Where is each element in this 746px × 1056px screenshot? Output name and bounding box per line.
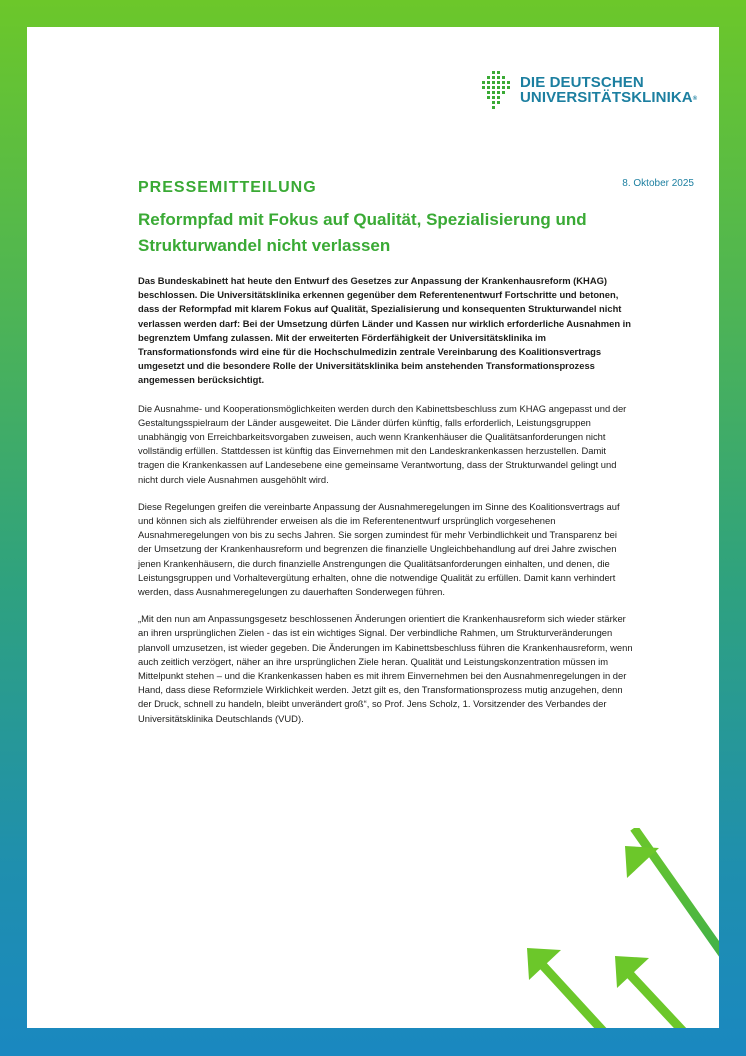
logo-mark-icon — [482, 71, 512, 109]
arrow-right-icon — [625, 828, 719, 963]
arrow-left-icon — [527, 948, 614, 1028]
body-paragraph-1: Die Ausnahme- und Kooperationsmöglichkeiten werden durch den Kabinettsbeschluss zum KHAG angepasst und der Gestaltungsspielraum der Länder ausgeweitet. Die Länder dürfen künftig, falls erforderlich, Leistungsgruppen unabhängig von Erreichbarkeitsvorgaben zuweisen, auch wenn Krankenhäuser die Qualitätsanforderungen nicht vollständig erfüllen. Stattdessen ist künftig das Einvernehmen mit den Landeskrankenkassen herzustellen. Damit tragen die Krankenkassen auf Landesebene eine gemeinsame Verantwortung, dass der Strukturwandel gelingt und nicht durch viele Ausnahmen ausgehöhlt wird. — [138, 402, 627, 485]
lead-paragraph: Das Bundeskabinett hat heute den Entwurf des Gesetzes zur Anpassung der Krankenhausreform (KHAG) beschlossen. Die Universitätsklinika erkennen gegenüber dem Referentenentwurf Fortschritte und betonen, dass der Reformpfad mit klarem Fokus auf Qualität, Spezialisierung und konsequenten Strukturwandel nicht verlassen werden darf: Bei der Umsetzung dürfen Länder und Kassen nur wirklich erforderliche Ausnahmen in begrenztem Umfang zulassen. Mit der erweiterten Förderfähigkeit der Universitätsklinika im Transformationsfonds wird eine für die Hochschulmedizin zentrale Vereinbarung des Koalitionsvertrags umgesetzt und die besondere Rolle der Universitätsklinika beim anstehenden Transformationsprozess angemessen berücksichtigt. — [138, 275, 631, 386]
release-date: 8. Oktober 2025 — [622, 178, 694, 189]
body-paragraph-2: Diese Regelungen greifen die vereinbarte Anpassung der Ausnahmeregelungen im Sinne des Koalitionsvertrags auf und können sich als zielführender erweisen als die im Referentenentwurf ursprünglich vorgesehenen Ausnahmeregelungen von bis zu sechs Jahren. Sie sorgen zumindest für mehr Verbindlichkeit und Transparenz bei der Umsetzung der Krankenhausreform und begrenzen die finanzielle Ungleichbehandlung auf drei Jahre zwischen jenen Krankenhäusern, die durch finanzielle Anstrengungen die Qualitätsanforderungen einhalten, und denen, die Leistungsgruppen und Vorhaltevergütung erhalten, ohne die notwendige Qualität zu erfüllen. Damit kann verhindert werden, dass Ausnahmeregelungen zu dauerhaften Sonderwegen führen. — [138, 500, 620, 598]
decorative-arrows-graphic — [519, 828, 719, 1028]
brand-logo — [482, 71, 697, 109]
article-body — [138, 274, 633, 739]
quote-paragraph: „Mit den nun am Anpassungsgesetz beschlossenen Änderungen orientiert die Krankenhausreform sich wieder stärker an ihren ursprünglichen Zielen - das ist ein wichtiges Signal. Der verbindliche Rahmen, um Strukturveränderungen planvoll umzusetzen, ist wieder gegeben. Die Änderungen im Kabinettsbeschluss führen die Krankenhausreform, wenn auch zeitlich verzögert, näher an ihre ursprünglichen Ziele heran. Qualität und Leistungskonzentration müssen im Mittelpunkt stehen – und die Krankenkassen haben es mit ihrem Einvernehmen bei den Ausnahmenregelungen in der Hand, dass diese Reformziele Wirklichkeit werden. Jetzt gilt es, den Transformationsprozess mutig anzugehen, denn der Druck, schnell zu handeln, bleibt unverändert groß“, so Prof. Jens Scholz, 1. Vorsitzender des Verbandes der Universitätsklinika Deutschlands (VUD). — [138, 613, 633, 724]
document-page — [27, 27, 719, 1028]
headline: Reformpfad mit Fokus auf Qualität, Spezialisierung und Strukturwandel nicht verlassen — [138, 210, 587, 255]
logo-line-1: DIE DEUTSCHEN — [520, 74, 644, 91]
registered-mark: ® — [692, 96, 698, 102]
logo-line-2: UNIVERSITÄTSKLINIKA — [520, 89, 693, 106]
logo-wordmark — [520, 75, 697, 105]
press-release-label: PRESSEMITTEILUNG — [138, 179, 317, 196]
arrow-middle-icon — [615, 956, 694, 1028]
